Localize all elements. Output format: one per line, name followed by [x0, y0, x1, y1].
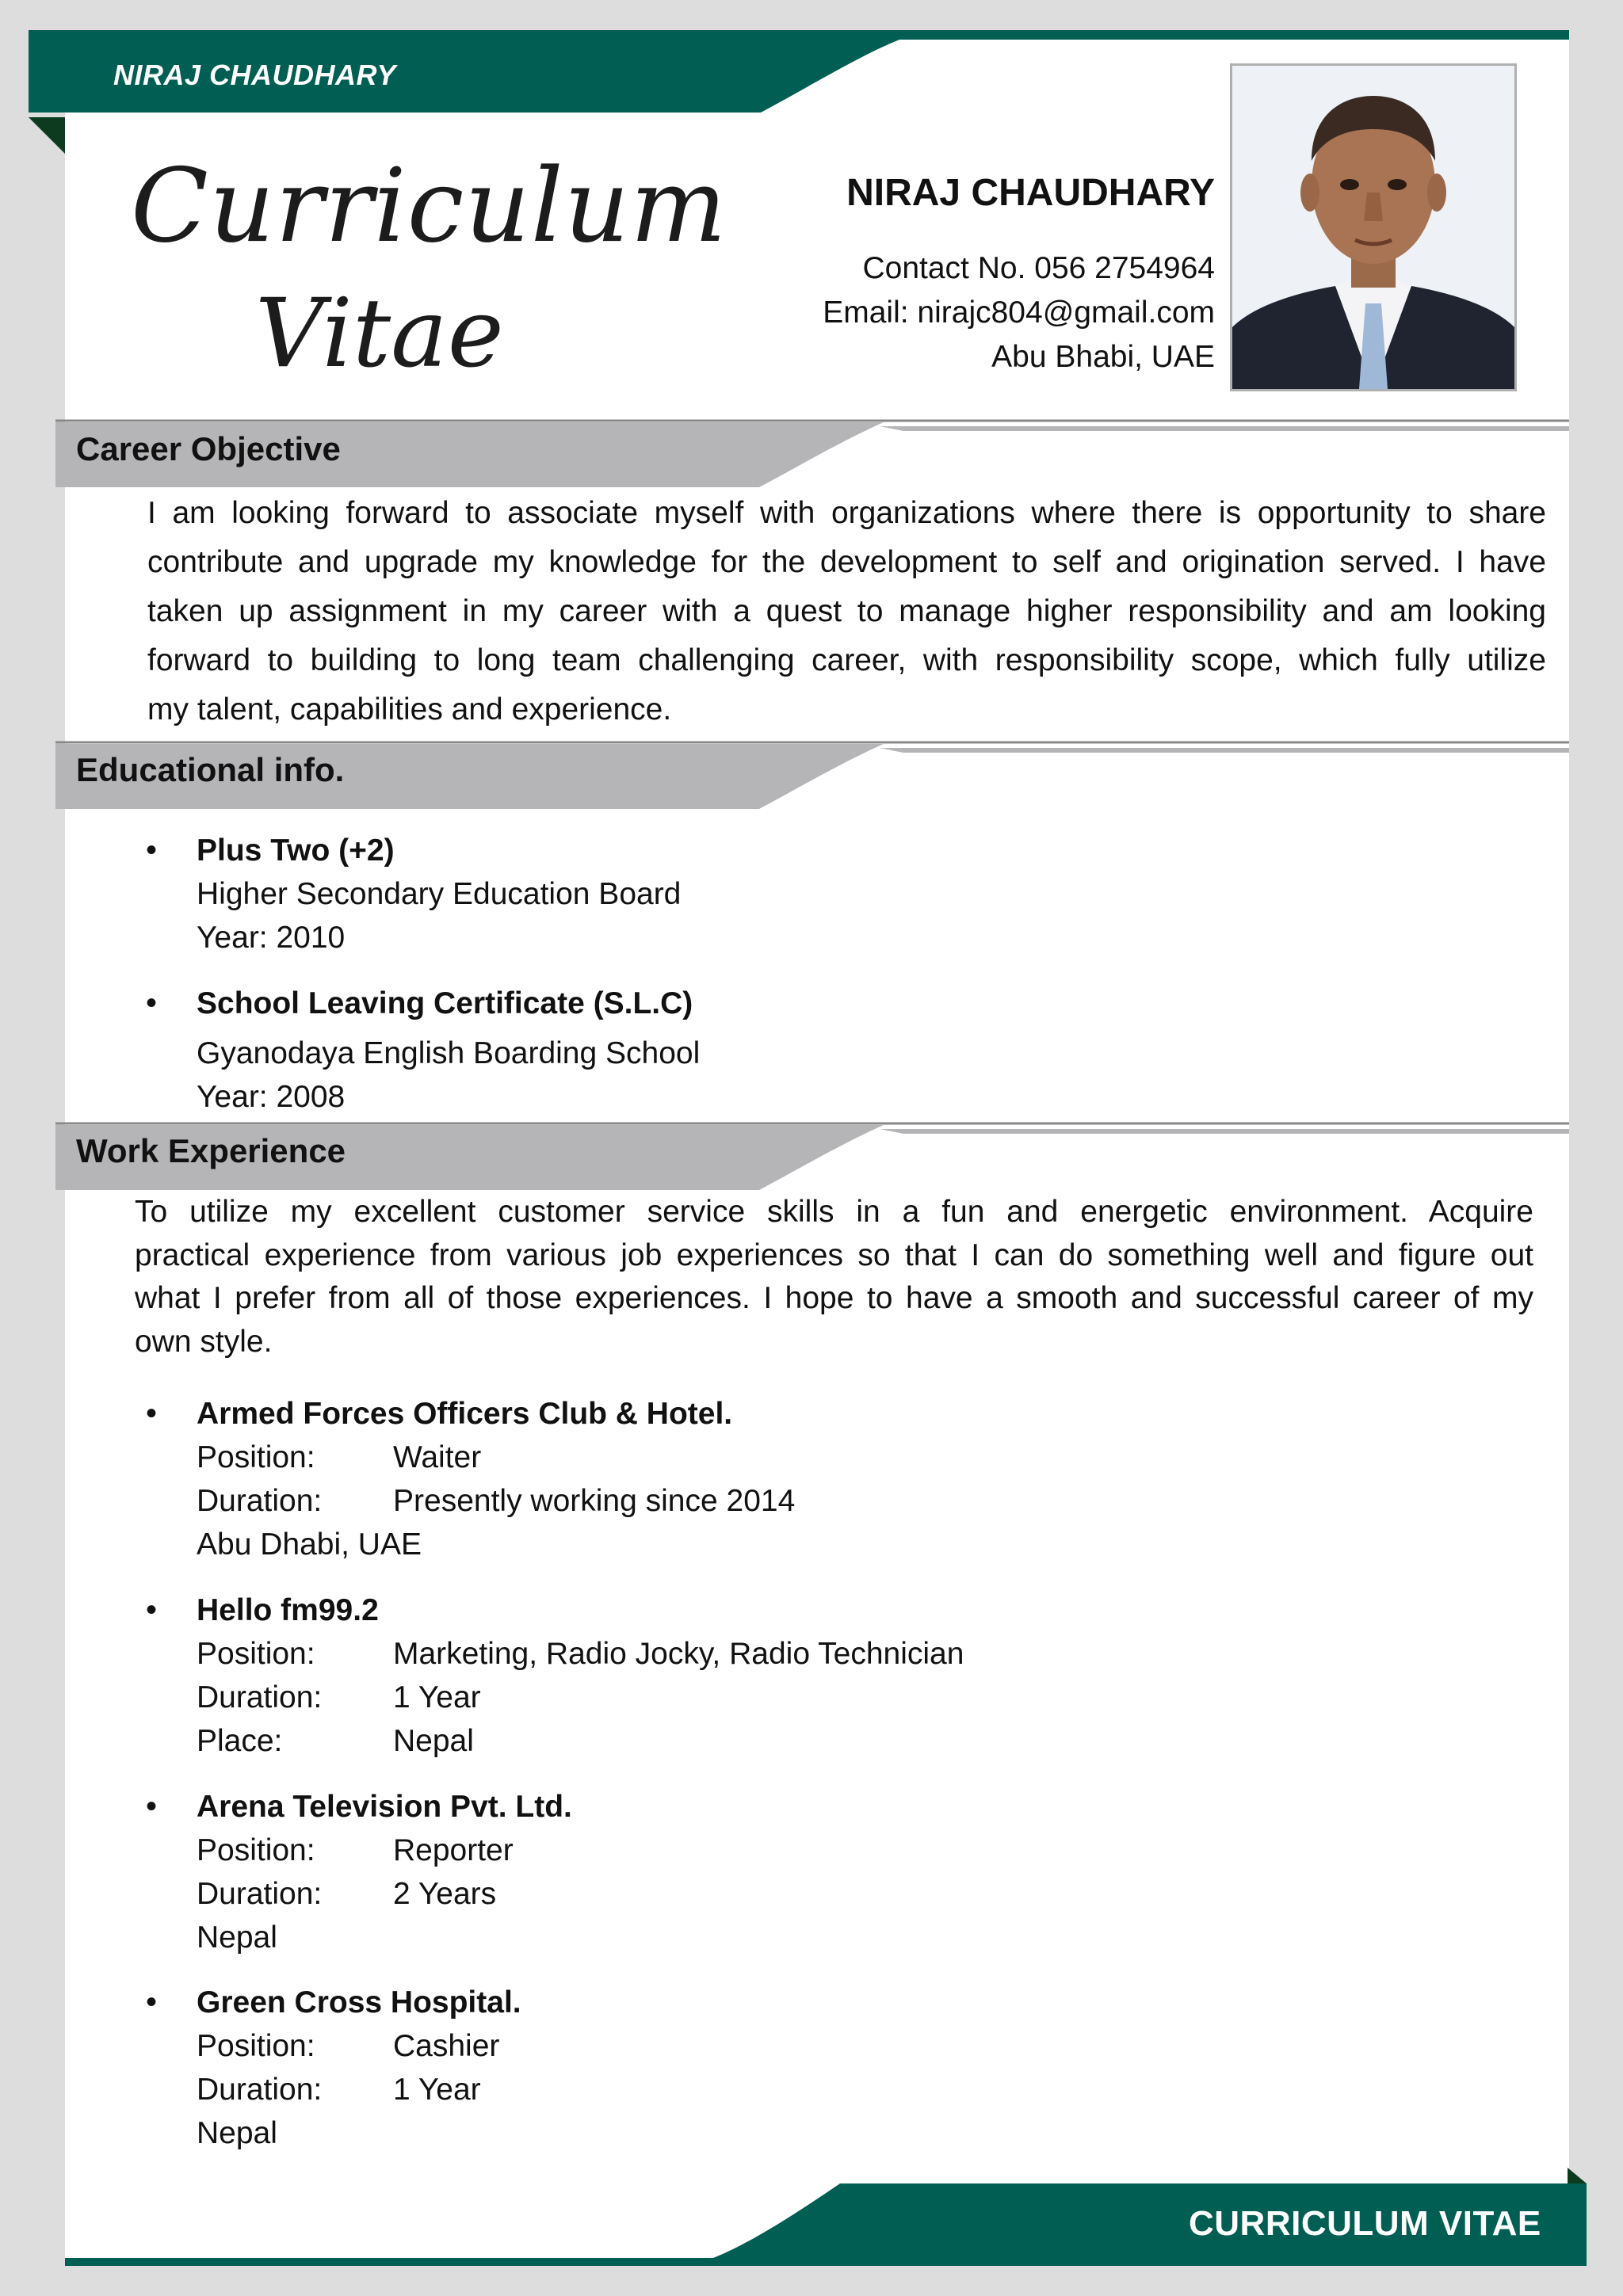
cv-script-title: Curriculum — [131, 147, 727, 265]
career-objective-text: I am looking forward to associate myself with organizations where there is opportunity to share contribute and upgrade my knowledge for the development to self and origination served. I have taken up assignment in my career with a quest to manage higher responsibility and am looking forward to building to long team challenging career, with responsibility scope, which fully utilize my talent, capabilities and experience. — [147, 496, 1546, 727]
candidate-name: NIRAJ CHAUDHARY — [846, 172, 1215, 214]
cv-script-subtitle: Vitae — [255, 279, 504, 389]
section-title-education: Educational info. — [76, 751, 345, 788]
work-intro-text: To utilize my excellent customer service skills in a fun and energetic environment. Acquire practical experience from various job experiences so that I can do something well and figure out what I prefer from all of those experiences. I hope to have a smooth and successful career of my own style. — [135, 1195, 1533, 1359]
banner-fold — [29, 117, 65, 154]
portrait-image — [1232, 66, 1514, 389]
email-address: Email: nirajc804@gmail.com — [823, 296, 1215, 330]
profile-photo — [1230, 63, 1517, 391]
location: Abu Bhabi, UAE — [991, 340, 1215, 374]
footer-label: CURRICULUM VITAE — [1189, 2204, 1541, 2243]
contact-number: Contact No. 056 2754964 — [862, 251, 1215, 285]
contact-block — [823, 171, 1215, 379]
section-title-work: Work Experience — [76, 1132, 346, 1169]
banner-name: NIRAJ CHAUDHARY — [113, 59, 396, 91]
section-title-career: Career Objective — [76, 430, 341, 467]
